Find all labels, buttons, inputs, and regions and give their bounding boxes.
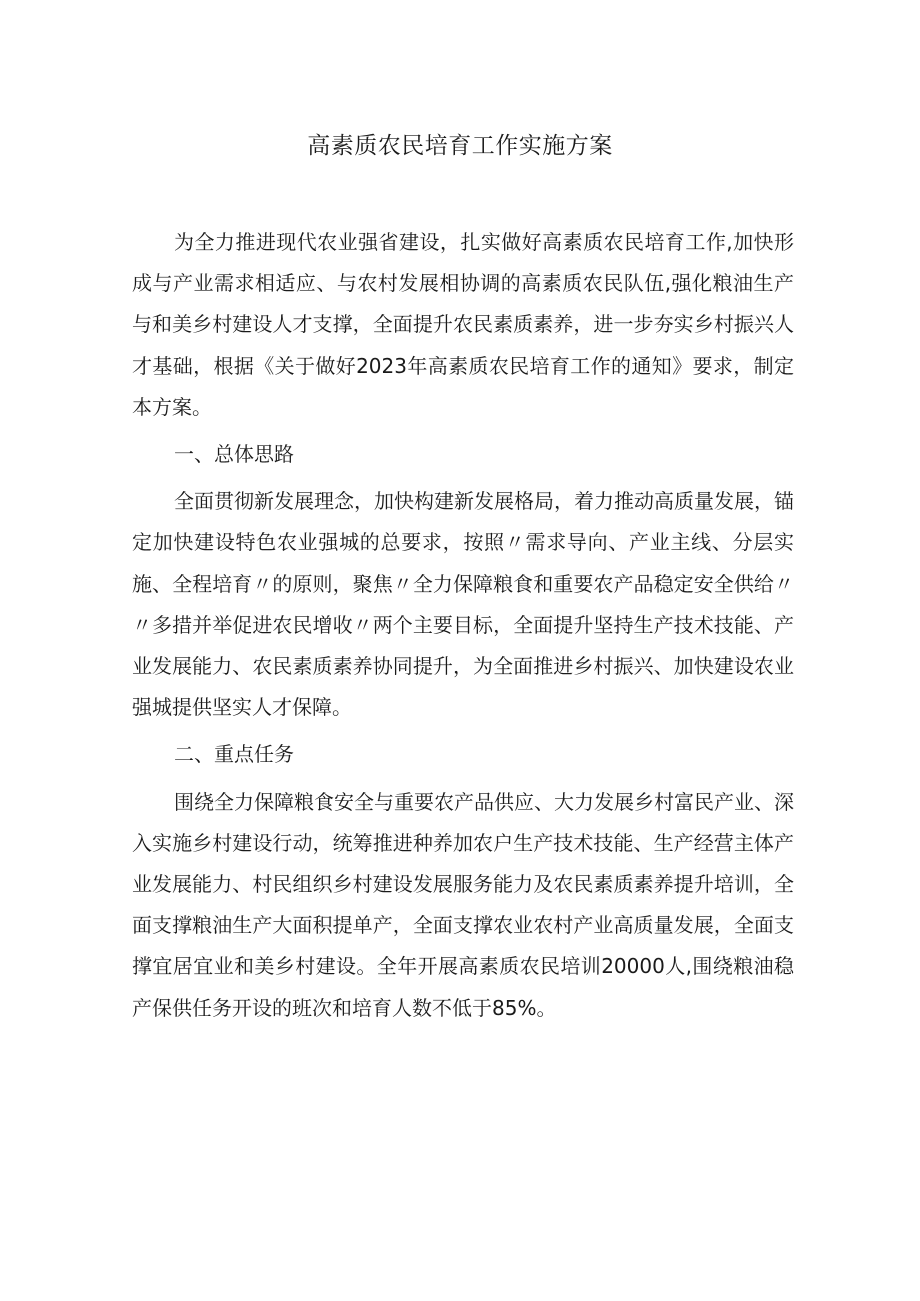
intro-paragraph: 为全力推进现代农业强省建设，扎实做好高素质农民培育工作,加快形成与产业需求相适应、与农村发展相协调的高素质农民队伍,强化粮油生产与和美乡村建设人才支撑，全面提升农民素质素养，进一步夯实乡村振兴人才基础，根据《关于做好2023年高素质农民培育工作的通知》要求，制定本方案。 xyxy=(132,230,794,419)
section-heading-overall-approach: 一、总体思路 xyxy=(174,442,294,467)
section-body-key-tasks: 围绕全力保障粮食安全与重要农产品供应、大力发展乡村富民产业、深入实施乡村建设行动，统筹推进种养加农户生产技术技能、生产经营主体产业发展能力、村民组织乡村建设发展服务能力及农民素质素养提升培训，全面支撑粮油生产大面积提单产，全面支撑农业农村产业高质量发展，全面支撑宜居宜业和美乡村建设。全年开展高素质农民培训20000人,围绕粮油稳产保供任务开设的班次和培育人数不低于85%。 xyxy=(132,789,794,1020)
document-title: 高素质农民培育工作实施方案 xyxy=(307,133,613,159)
document-body xyxy=(132,222,794,1029)
section-body-overall-approach: 全面贯彻新发展理念，加快构建新发展格局，着力推动高质量发展，锚定加快建设特色农业强城的总要求，按照〃需求导向、产业主线、分层实施、全程培育〃的原则，聚焦〃全力保障粮食和重要农产品稳定安全供给〃〃多措并举促进农民增收〃两个主要目标，全面提升坚持生产技术技能、产业发展能力、农民素质素养协同提升，为全面推进乡村振兴、加快建设农业强城提供坚实人才保障。 xyxy=(132,489,794,720)
section-heading-key-tasks: 二、重点任务 xyxy=(174,742,294,767)
